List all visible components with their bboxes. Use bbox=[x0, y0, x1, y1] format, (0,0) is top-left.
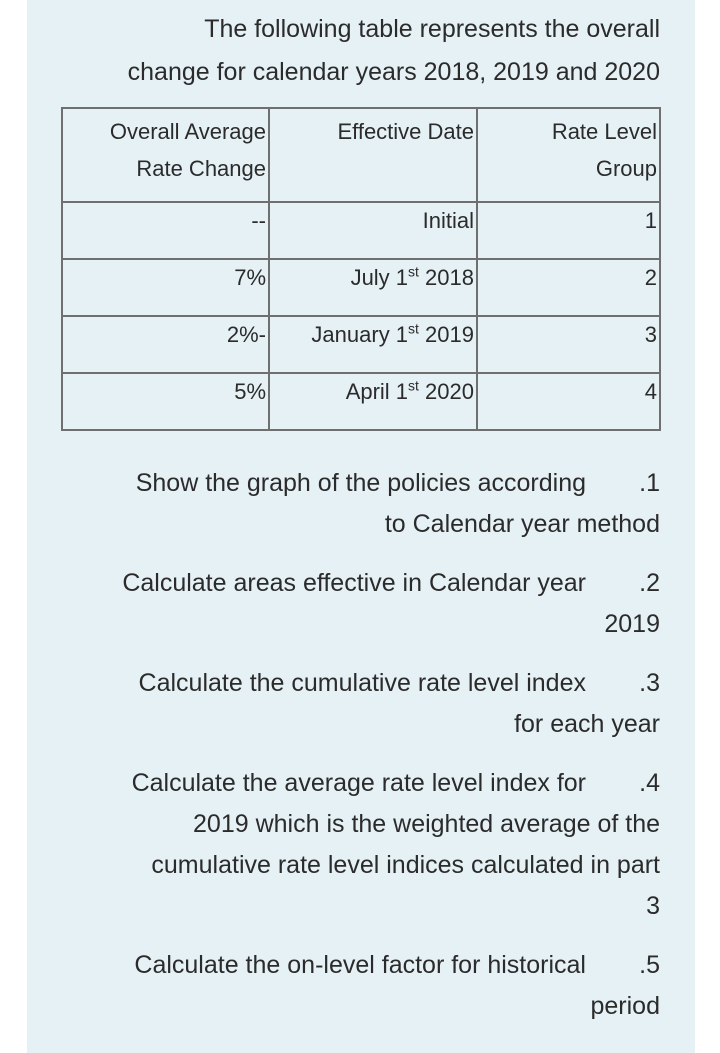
table-header-row bbox=[62, 108, 660, 202]
table-row bbox=[62, 373, 660, 430]
question-text: Calculate the on-level factor for historical bbox=[134, 951, 586, 979]
rate-change-table bbox=[61, 107, 661, 431]
table-row bbox=[62, 316, 660, 373]
intro-line-1: The following table represents the overall bbox=[204, 15, 660, 43]
cell-rate-level-group: 3 bbox=[477, 316, 660, 373]
cell-rate-level-group: 1 bbox=[477, 202, 660, 259]
cell-rate-level-group: 4 bbox=[477, 373, 660, 430]
header-overall-average-rate-change: Overall Average Rate Change bbox=[62, 108, 269, 202]
table-row bbox=[62, 202, 660, 259]
cell-effective-date: January 1st 2019 bbox=[269, 316, 477, 373]
question-text-continued: cumulative rate level indices calculated in part bbox=[151, 851, 660, 879]
cell-effective-date: April 1st 2020 bbox=[269, 373, 477, 430]
header-rate-level-group: Rate Level Group bbox=[477, 108, 660, 202]
question-text-continued: 3 bbox=[646, 892, 660, 920]
question-text: Show the graph of the policies according bbox=[135, 469, 586, 497]
question-text-continued: 2019 bbox=[604, 610, 660, 638]
cell-rate-level-group: 2 bbox=[477, 259, 660, 316]
question-text: Calculate areas effective in Calendar year bbox=[122, 569, 586, 597]
question-item bbox=[30, 663, 660, 745]
question-text-continued: period bbox=[590, 992, 660, 1020]
header-effective-date: Effective Date bbox=[269, 108, 477, 202]
cell-effective-date: July 1st 2018 bbox=[269, 259, 477, 316]
question-number: .4 bbox=[639, 769, 660, 797]
question-text: Calculate the average rate level index for bbox=[131, 769, 586, 797]
question-item bbox=[30, 945, 660, 1027]
question-text-continued: for each year bbox=[514, 710, 660, 738]
cell-effective-date: Initial bbox=[269, 202, 477, 259]
question-item bbox=[30, 563, 660, 645]
cell-rate-change: 5% bbox=[62, 373, 269, 430]
question-text-continued: 2019 which is the weighted average of the bbox=[193, 810, 660, 838]
question-number: .1 bbox=[639, 469, 660, 497]
cell-rate-change: 7% bbox=[62, 259, 269, 316]
question-text-continued: to Calendar year method bbox=[384, 510, 660, 538]
intro-line-2: change for calendar years 2018, 2019 and 2020 bbox=[127, 58, 660, 86]
question-item bbox=[30, 763, 660, 927]
question-number: .3 bbox=[639, 669, 660, 697]
cell-rate-change: 2%- bbox=[62, 316, 269, 373]
question-item bbox=[30, 463, 660, 545]
question-list bbox=[30, 463, 660, 1045]
table-row bbox=[62, 259, 660, 316]
question-number: .5 bbox=[639, 951, 660, 979]
question-text: Calculate the cumulative rate level index bbox=[138, 669, 586, 697]
cell-rate-change: -- bbox=[62, 202, 269, 259]
question-number: .2 bbox=[639, 569, 660, 597]
intro-text bbox=[30, 8, 660, 94]
